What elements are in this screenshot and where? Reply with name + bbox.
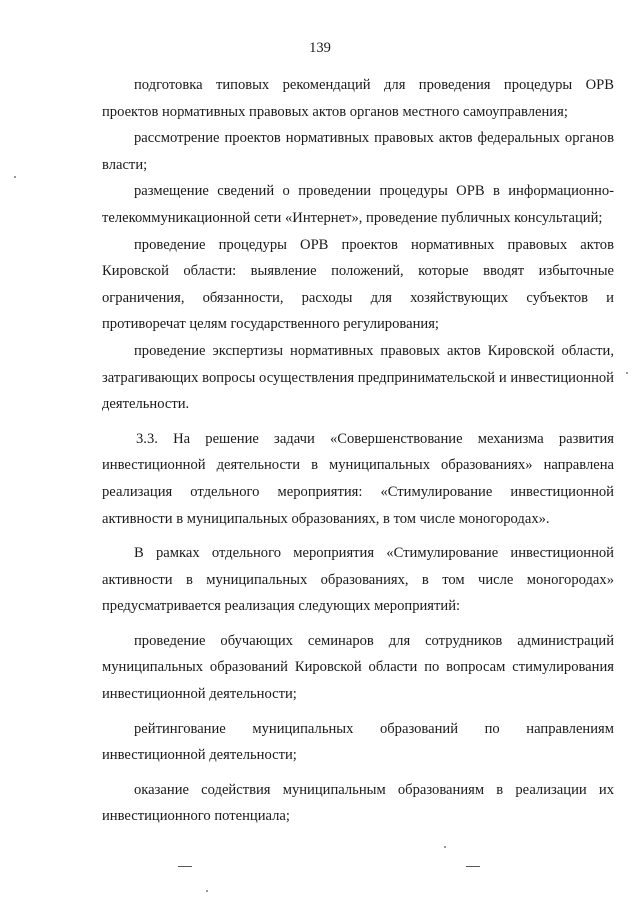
- paragraph-orv-recommendations: подготовка типовых рекомендаций для проведения процедуры ОРВ проектов нормативных правовых актов органов местного самоуправления;: [102, 77, 614, 120]
- scan-artifact-dot: [444, 846, 446, 848]
- paragraph-section-3-3: 3.3. На решение задачи «Совершенствование механизма развития инвестиционной деятельности в муниципальных образованиях» направлена реализация отдельного мероприятия: «Стимулирование инвестиционной активности в муниципальных образованиях, в том числе моногородах».: [102, 430, 614, 527]
- paragraph-orv-kirov-projects: проведение процедуры ОРВ проектов нормативных правовых актов Кировской области: выявление положений, которые вводят избыточные ограничения, обязанности, расходы для хозяйствующих субъектов и противоречат целям государственного регулирования;: [102, 236, 614, 333]
- scan-artifact-mark: [466, 866, 480, 867]
- scan-artifact-dot: [206, 890, 208, 892]
- scan-artifact-dot: [14, 176, 16, 178]
- paragraph-assistance: оказание содействия муниципальным образованиям в реализации их инвестиционного потенциала;: [102, 781, 614, 825]
- page-number: 139: [309, 40, 331, 56]
- paragraph-internet-publication: размещение сведений о проведении процедуры ОРВ в информационно-телекоммуникационной сети «Интернет», проведение публичных консультаций;: [102, 183, 614, 226]
- body-text: [102, 72, 614, 830]
- paragraph-activity-framework: В рамках отдельного мероприятия «Стимулирование инвестиционной активности в муниципальных образованиях, в том числе моногородах» предусматривается реализация следующих мероприятий:: [102, 545, 614, 615]
- paragraph-expertise: проведение экспертизы нормативных правовых актов Кировской области, затрагивающих вопросы осуществления предпринимательской и инвестиционной деятельности.: [102, 342, 614, 413]
- paragraph-training-seminars: проведение обучающих семинаров для сотрудников администраций муниципальных образований Кировской области по вопросам стимулирования инвестиционной деятельности;: [102, 632, 614, 703]
- paragraph-rating: рейтингование муниципальных образований по направлениям инвестиционной деятельности;: [102, 720, 614, 764]
- scan-artifact-mark: [178, 866, 192, 867]
- scan-artifact-dot: [626, 372, 628, 374]
- paragraph-federal-acts-review: рассмотрение проектов нормативных правовых актов федеральных органов власти;: [102, 130, 614, 173]
